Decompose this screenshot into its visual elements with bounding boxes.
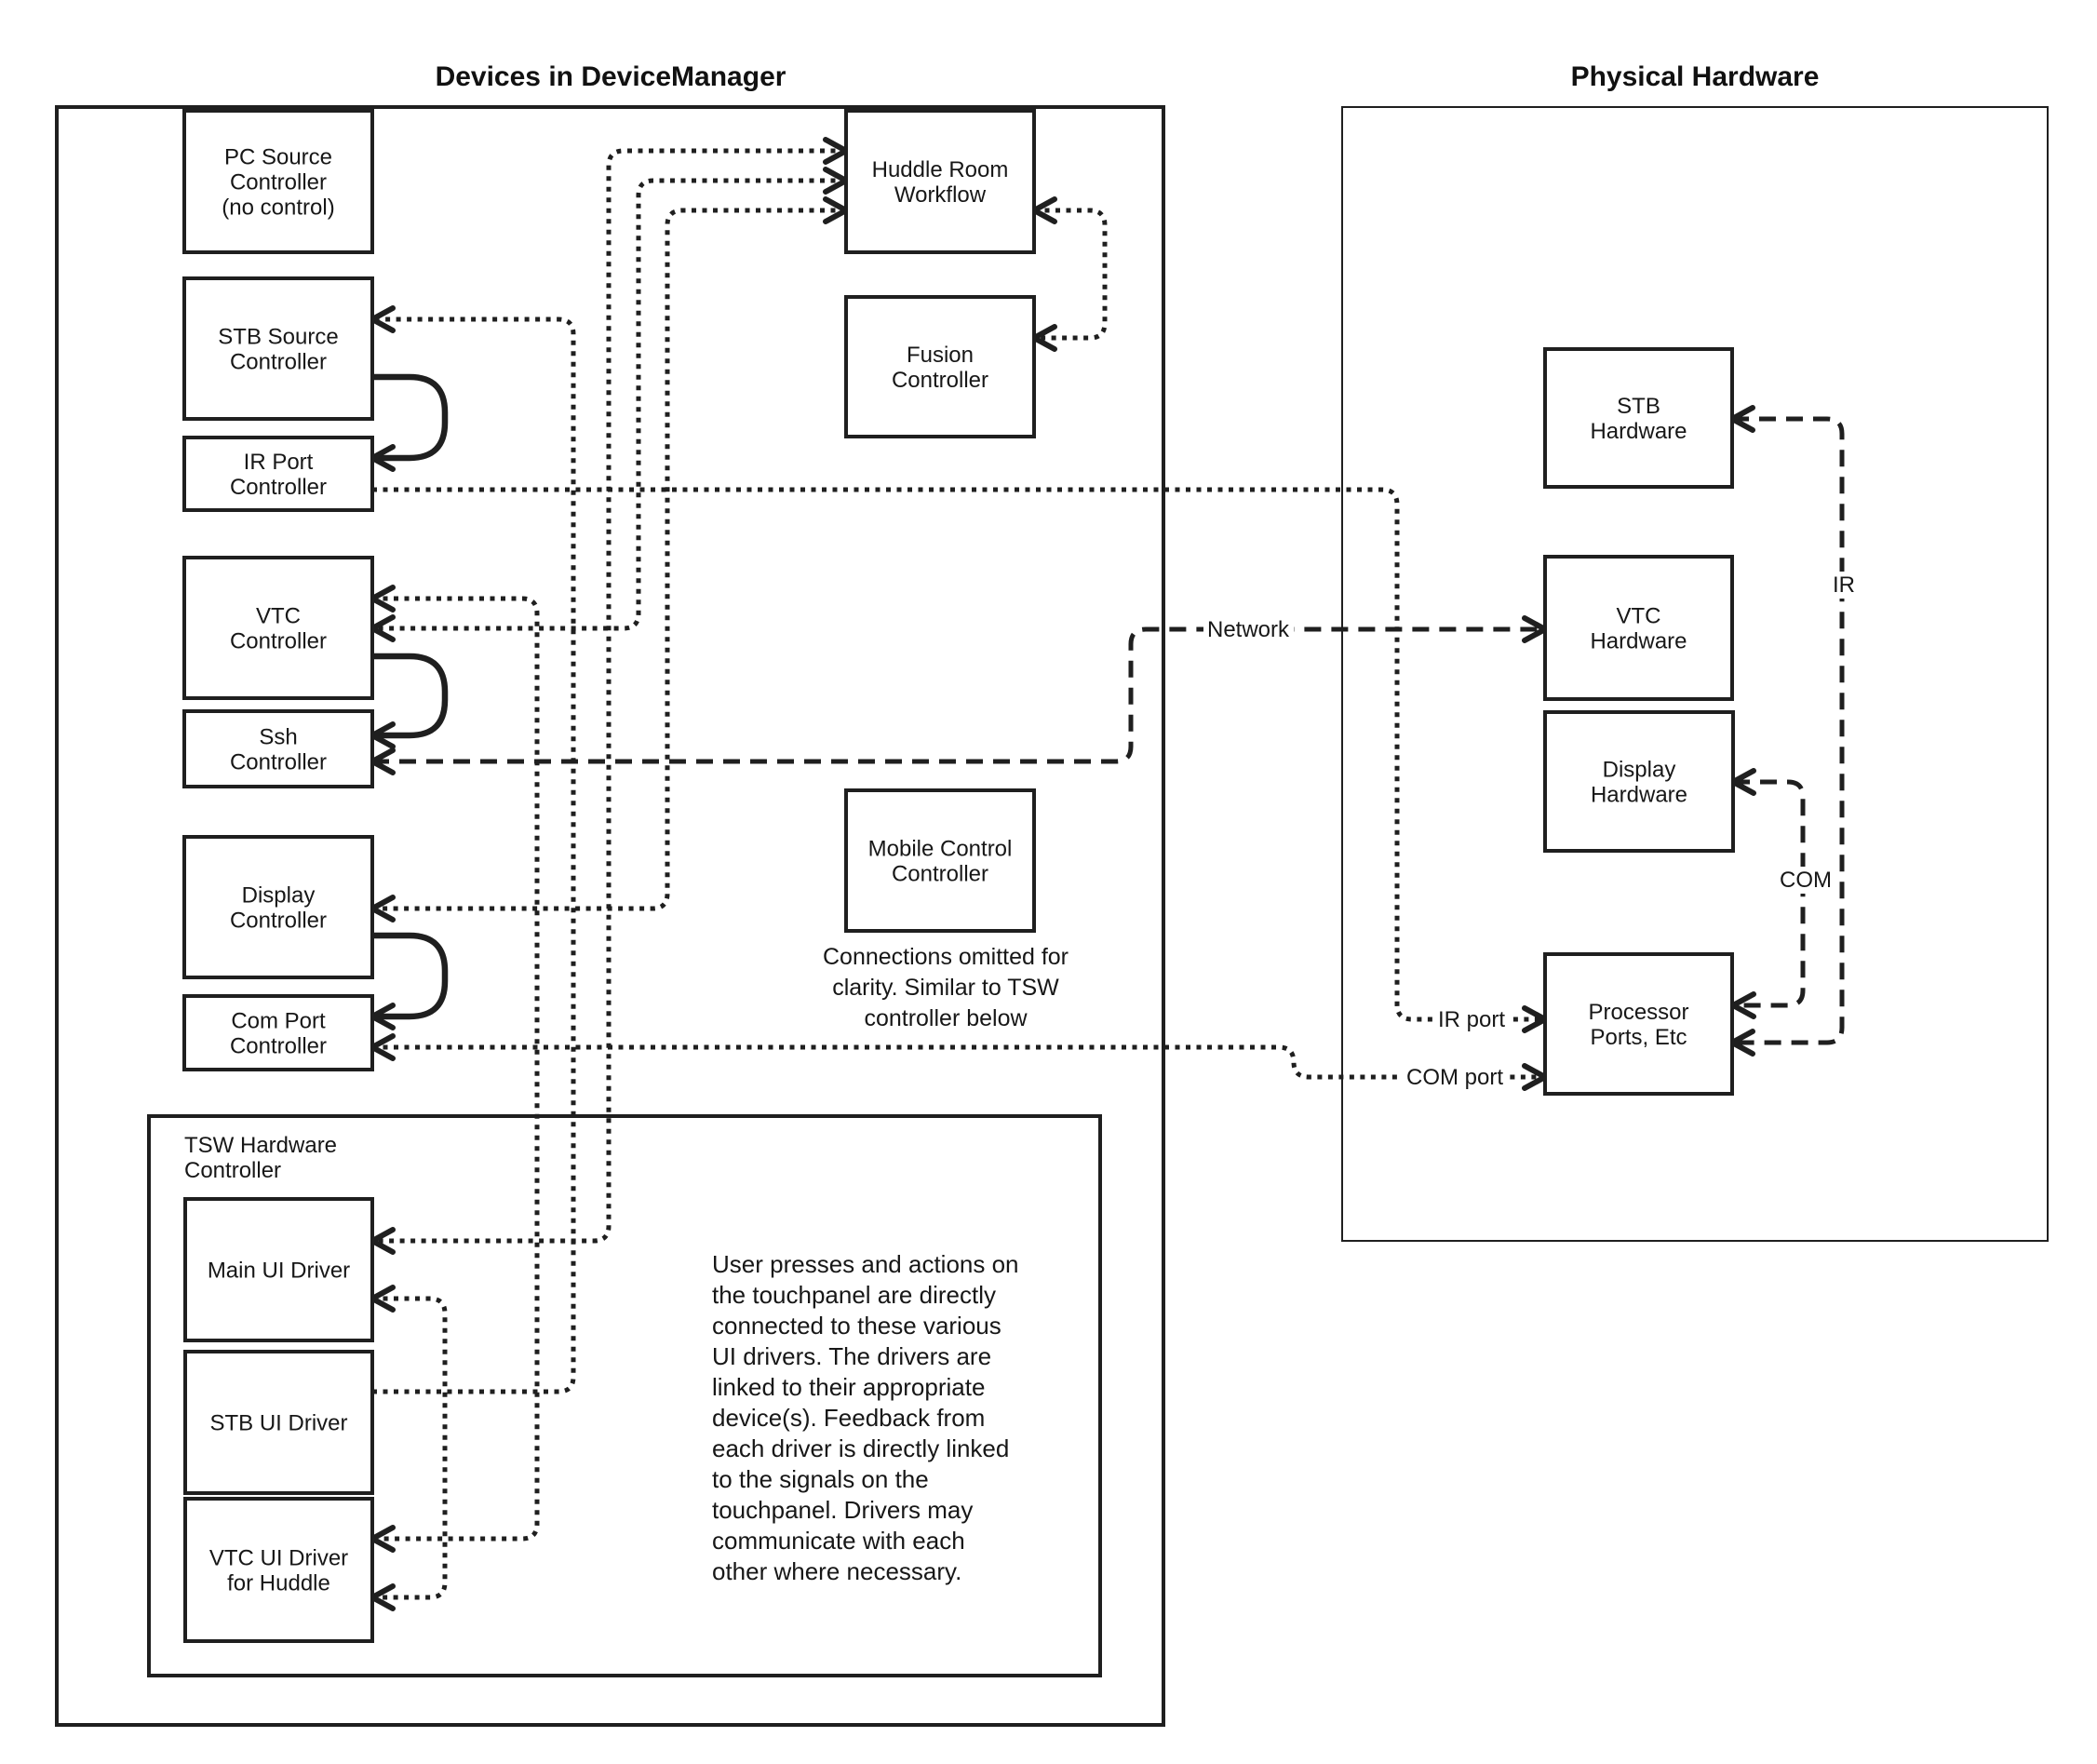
edge-label-com-port-label bbox=[1403, 1064, 1507, 1091]
physical-title: Physical Hardware bbox=[1570, 61, 1820, 92]
com-port-label-text: COM port bbox=[1405, 1065, 1504, 1090]
edge-huddle-to-display-controller bbox=[372, 210, 846, 909]
ir-port-label-text: IR port bbox=[1437, 1007, 1506, 1032]
vtc-ui-driver-label: VTC UI Driver for Huddle bbox=[208, 1545, 349, 1596]
edge-label-network-label bbox=[1203, 616, 1294, 643]
processor-ports-label: Processor Ports, Etc bbox=[1588, 1000, 1689, 1050]
edge-ir-stb-hardware-to-processor bbox=[1732, 419, 1842, 1043]
edge-com-port-to-processor bbox=[372, 1047, 1545, 1077]
network-label-text: Network bbox=[1206, 617, 1290, 642]
edge-stb-ui-to-stb-source bbox=[372, 319, 573, 1392]
edge-stb-source-to-ir-port bbox=[372, 377, 445, 458]
fusion-controller-label: Fusion Controller bbox=[891, 343, 989, 393]
edge-huddle-to-fusion bbox=[1034, 210, 1105, 338]
mobile-note: Connections omitted for clarity. Similar to TSW controller below bbox=[822, 944, 1069, 1031]
huddle-room-workflow-label: Huddle Room Workflow bbox=[871, 157, 1009, 208]
com-port-controller-label: Com Port Controller bbox=[229, 1008, 328, 1059]
edge-vtc-controller-to-vtc-ui bbox=[372, 599, 537, 1539]
edge-network-ssh-to-vtc-hardware bbox=[372, 629, 1545, 761]
edge-display-to-com-port bbox=[372, 936, 445, 1017]
ir-port-controller-label: IR Port Controller bbox=[229, 450, 328, 500]
mobile-control-controller-label: Mobile Control Controller bbox=[867, 836, 1013, 887]
stb-hardware-label: STB Hardware bbox=[1590, 394, 1687, 444]
display-hardware-label: Display Hardware bbox=[1590, 757, 1688, 808]
tsw-container-label: TSW Hardware Controller bbox=[184, 1133, 338, 1183]
main-ui-driver-label: Main UI Driver bbox=[207, 1258, 351, 1284]
ssh-controller-label: Ssh Controller bbox=[229, 724, 328, 775]
edge-label-ir-label bbox=[1829, 572, 1859, 599]
titles-layer bbox=[436, 61, 1820, 92]
devices-title: Devices in DeviceManager bbox=[435, 61, 786, 92]
com-label-text: COM bbox=[1780, 868, 1832, 893]
edge-label-com-label bbox=[1776, 867, 1835, 894]
display-controller-label: Display Controller bbox=[229, 882, 328, 934]
edge-labels-layer bbox=[1203, 572, 1859, 1091]
ir-label-text: IR bbox=[1833, 572, 1855, 598]
edge-main-ui-to-vtc-ui bbox=[372, 1299, 445, 1597]
stb-ui-driver-label: STB UI Driver bbox=[209, 1410, 348, 1436]
vtc-hardware-label: VTC Hardware bbox=[1590, 603, 1687, 654]
edge-vtc-to-ssh bbox=[372, 656, 445, 735]
edge-ir-port-to-processor bbox=[372, 490, 1545, 1019]
tsw-paragraph: User presses and actions on the touchpanel are directly connected to these various UI drivers. The drivers are linked to their appropriate device(s). Feedback from each driver is directly linked to the signals on the touchpanel. Drivers may communicate with each other where necessary. bbox=[712, 1250, 1019, 1585]
stb-source-controller-label: STB Source Controller bbox=[218, 324, 339, 375]
pc-source-controller-label: PC Source Controller (no control) bbox=[222, 144, 335, 221]
edge-label-ir-port-label bbox=[1434, 1006, 1509, 1033]
vtc-controller-label: VTC Controller bbox=[229, 603, 328, 654]
